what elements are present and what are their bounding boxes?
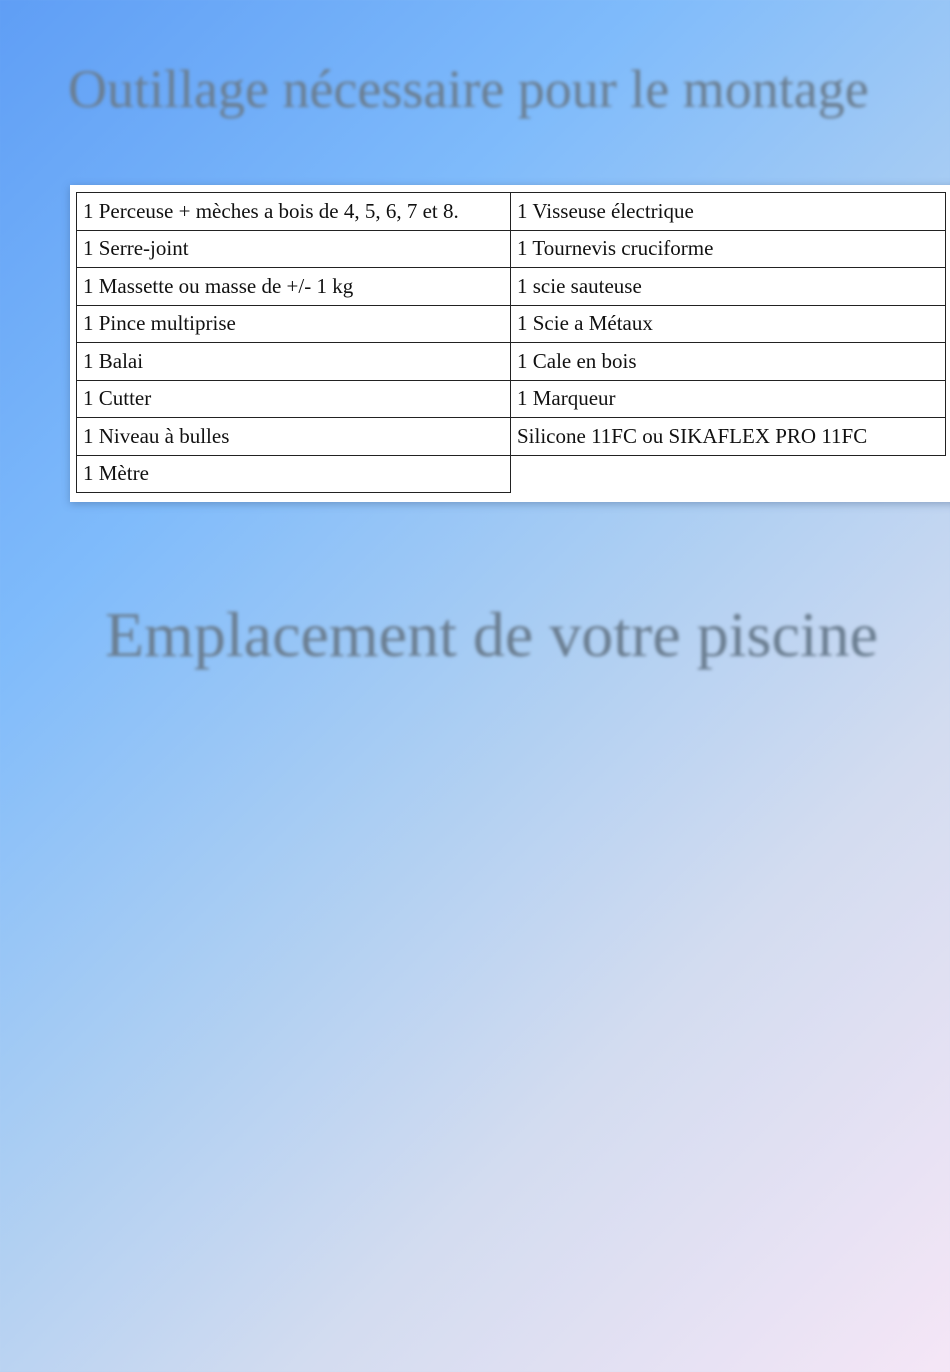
- tool-cell: 1 Mètre: [77, 455, 511, 493]
- table-row: [77, 268, 946, 306]
- table-row: [77, 305, 946, 343]
- tool-cell: 1 scie sauteuse: [511, 268, 946, 306]
- tool-cell: 1 Balai: [77, 343, 511, 381]
- table-row: [77, 230, 946, 268]
- location-heading: Emplacement de votre piscine: [105, 599, 879, 670]
- tool-cell: 1 Pince multiprise: [77, 305, 511, 343]
- tool-cell: 1 Marqueur: [511, 380, 946, 418]
- table-row: [77, 380, 946, 418]
- empty-cell: [511, 455, 946, 493]
- tool-cell: 1 Serre-joint: [77, 230, 511, 268]
- table-row: [77, 418, 946, 456]
- tool-cell: 1 Cale en bois: [511, 343, 946, 381]
- tool-cell: 1 Cutter: [77, 380, 511, 418]
- tool-cell: 1 Perceuse + mèches a bois de 4, 5, 6, 7 et 8.: [77, 193, 511, 231]
- tool-cell: 1 Tournevis cruciforme: [511, 230, 946, 268]
- tools-table: [76, 192, 946, 493]
- tools-table-card: [70, 185, 950, 502]
- tool-cell: 1 Scie a Métaux: [511, 305, 946, 343]
- tool-cell: Silicone 11FC ou SIKAFLEX PRO 11FC: [511, 418, 946, 456]
- table-row: [77, 193, 946, 231]
- tool-cell: 1 Massette ou masse de +/- 1 kg: [77, 268, 511, 306]
- table-row: [77, 343, 946, 381]
- tool-cell: 1 Niveau à bulles: [77, 418, 511, 456]
- tools-heading: Outillage nécessaire pour le montage: [68, 59, 869, 119]
- tool-cell: 1 Visseuse électrique: [511, 193, 946, 231]
- table-row: [77, 455, 946, 493]
